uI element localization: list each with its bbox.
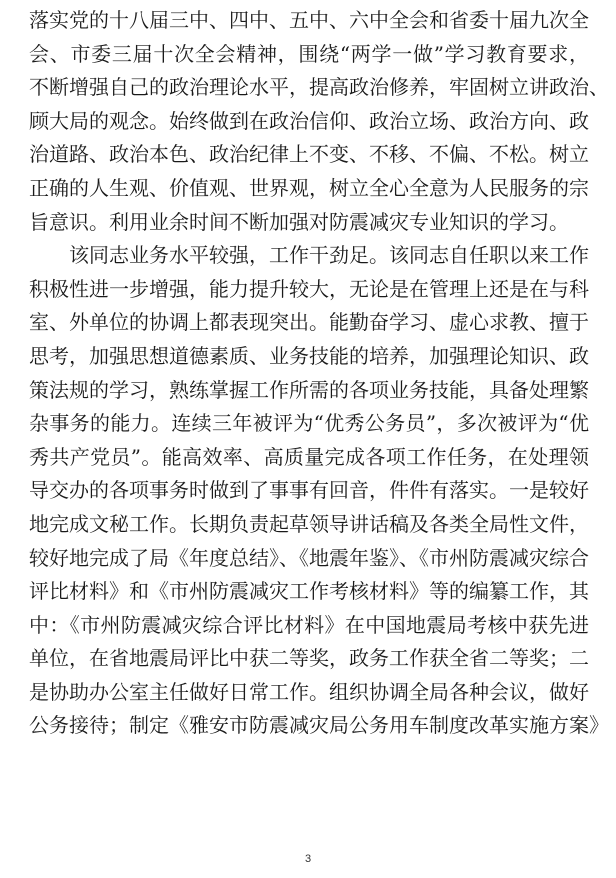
text-line: 正确的人生观、价值观、世界观，树立全心全意为人民服务的宗 [29, 175, 589, 200]
text-line: 会、市委三届十次全会精神，围绕“两学一做”学习教育要求， [29, 41, 589, 66]
text-line: 较好地完成了局《年度总结》、《地震年鉴》、《市州防震减灾综合 [29, 545, 589, 570]
text-line: 策法规的学习，熟练掌握工作所需的各项业务技能，具备处理繁 [29, 377, 589, 402]
text-line: 公务接待；制定《雅安市防震减灾局公务用车制度改革实施方案》 [29, 713, 609, 738]
text-line: 旨意识。利用业余时间不断加强对防震减灾专业知识的学习。 [29, 209, 569, 234]
text-line: 秀共产党员”。能高效率、高质量完成各项工作任务，在处理领 [29, 444, 589, 469]
text-line: 杂事务的能力。连续三年被评为“优秀公务员”，多次被评为“优 [29, 411, 589, 436]
paragraph-2 [29, 239, 609, 777]
text-line: 落实党的十八届三中、四中、五中、六中全会和省委十届九次全 [29, 8, 589, 32]
text-line: 评比材料》和《市州防震减灾工作考核材料》等的编纂工作，其 [29, 579, 589, 604]
text-line: 导交办的各项事务时做到了事事有回音，件件有落实。一是较好 [29, 478, 589, 503]
text-line: 单位，在省地震局评比中获二等奖，政务工作获全省二等奖；二 [29, 646, 589, 671]
paragraph-1 [29, 4, 609, 239]
text-line [29, 743, 589, 777]
text-line: 该同志业务水平较强，工作干劲足。该同志自任职以来工作 [69, 243, 589, 268]
text-line: 顾大局的观念。始终做到在政治信仰、政治立场、政治方向、政 [29, 108, 589, 133]
text-line: 室、外单位的协调上都表现突出。能勤奋学习、虚心求教、擅于 [29, 310, 589, 335]
text-line: 是协助办公室主任做好日常工作。组织协调全局各种会议，做好 [29, 679, 589, 704]
text-line: 不断增强自己的政治理论水平，提高政治修养，牢固树立讲政治、 [29, 75, 609, 100]
body-text [29, 4, 609, 777]
text-line: 地完成文秘工作。长期负责起草领导讲话稿及各类全局性文件， [29, 511, 589, 536]
page-number: 3 [304, 853, 312, 865]
text-line: 治道路、政治本色、政治纪律上不变、不移、不偏、不松。树立 [29, 142, 589, 167]
text-line: 中：《市州防震减灾综合评比材料》在中国地震局考核中获先进 [29, 612, 589, 637]
text-line: 思考，加强思想道德素质、业务技能的培养，加强理论知识、政 [29, 343, 589, 368]
text-line: 积极性进一步增强，能力提升较大，无论是在管理上还是在与科 [29, 276, 589, 301]
